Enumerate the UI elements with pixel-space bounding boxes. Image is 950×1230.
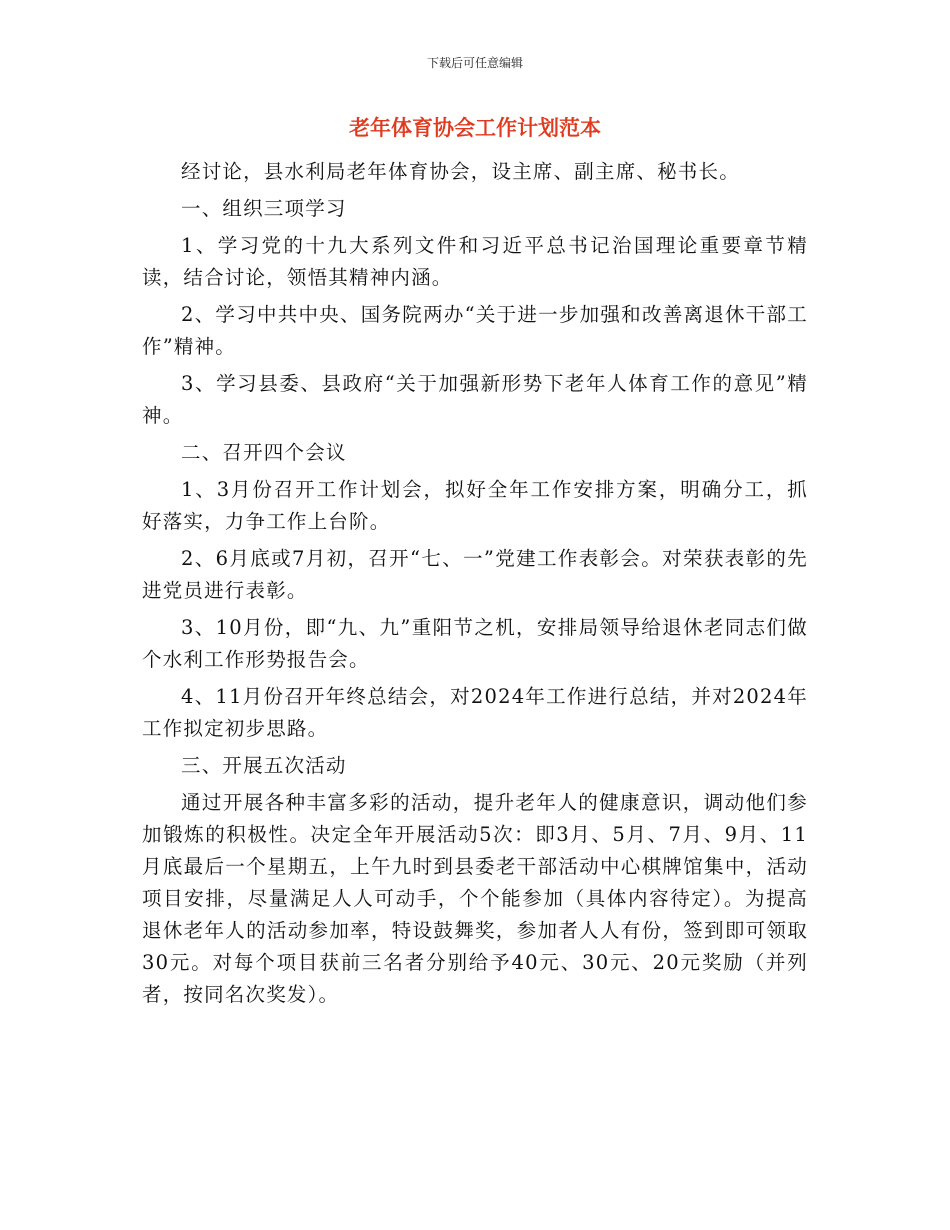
paragraph-meeting-2: 2、6月底或7月初，召开“七、一”党建工作表彰会。对荣获表彰的先进党员进行表彰。 (142, 547, 808, 602)
paragraph-intro: 经讨论，县水利局老年体育协会，设主席、副主席、秘书长。 (181, 160, 740, 183)
document-title: 老年体育协会工作计划范本 (349, 116, 601, 140)
section-heading-activities: 三、开展五次活动 (181, 754, 347, 777)
section-heading-meetings: 二、召开四个会议 (181, 441, 347, 464)
paragraph-meeting-3: 3、10月份，即“九、九”重阳节之机，安排局领导给退休老同志们做个水利工作形势报告会。 (142, 616, 808, 671)
paragraph-meeting-1: 1、3月份召开工作计划会，拟好全年工作安排方案，明确分工，抓好落实，力争工作上台阶。 (142, 478, 808, 533)
page-header-note: 下载后可任意编辑 (426, 56, 523, 70)
paragraph-meeting-4: 4、11月份召开年终总结会，对2024年工作进行总结，并对2024年工作拟定初步思路。 (142, 685, 808, 740)
document-body (142, 156, 808, 1016)
paragraph-activities: 通过开展各种丰富多彩的活动，提升老年人的健康意识，调动他们参加锻炼的积极性。决定全年开展活动5次：即3月、5月、7月、9月、11月底最后一个星期五，上午九时到县委老干部活动中心棋牌馆集中，活动项目安排，尽量满足人人可动手，个个能参加（具体内容待定）。为提高退休老年人的活动参加率，特设鼓舞奖，参加者人人有份，签到即可领取30元。对每个项目获前三名者分别给予40元、30元、20元奖励（并列者，按同名次奖发）。 (142, 791, 808, 1006)
section-heading-study: 一、组织三项学习 (181, 197, 347, 220)
paragraph-study-1: 1、学习党的十九大系列文件和习近平总书记治国理论重要章节精读，结合讨论，领悟其精神内涵。 (142, 234, 808, 289)
paragraph-study-3: 3、学习县委、县政府“关于加强新形势下老年人体育工作的意见”精神。 (142, 372, 808, 427)
paragraph-study-2: 2、学习中共中央、国务院两办“关于进一步加强和改善离退休干部工作”精神。 (142, 303, 808, 358)
